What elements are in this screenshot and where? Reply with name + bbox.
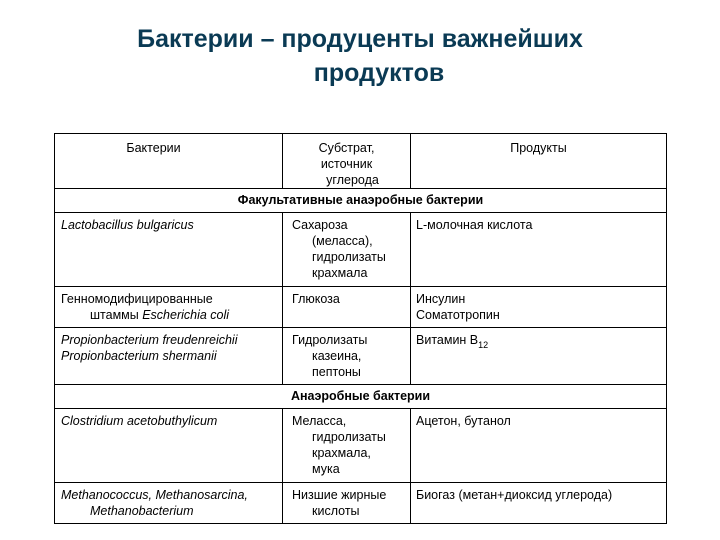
substrate-line: пептоны (312, 365, 361, 379)
slide-title (0, 22, 720, 90)
cell-products (411, 328, 667, 385)
bacteria-line: Methanobacterium (90, 504, 194, 518)
cell-substrate (283, 328, 411, 385)
cell-substrate (283, 409, 411, 483)
bacteria-line: Propionbacterium freudenreichii (61, 333, 238, 347)
header-products: Продукты (411, 134, 667, 189)
cell-substrate (283, 483, 411, 524)
title-line-2: продуктов (313, 59, 445, 87)
table-row (55, 213, 667, 287)
header-substrate (283, 134, 411, 189)
header-substrate-line-1: Субстрат, источник (318, 141, 375, 171)
substrate-line: казеина, (312, 349, 362, 363)
substrate-line: крахмала, (312, 446, 371, 460)
section-heading-facultative: Факультативные анаэробные бактерии (55, 189, 667, 213)
header-bacteria: Бактерии (55, 134, 283, 189)
cell-products: Биогаз (метан+диоксид углерода) (411, 483, 667, 524)
cell-substrate (283, 287, 411, 328)
substrate-line: Меласса, (292, 414, 347, 428)
cell-bacteria (55, 287, 283, 328)
bacteria-line: Methanococcus, Methanosarcina, (61, 488, 248, 502)
cell-products: L-молочная кислота (411, 213, 667, 287)
bacteria-products-table (54, 133, 667, 524)
cell-bacteria: Lactobacillus bulgaricus (55, 213, 283, 287)
table-row (55, 328, 667, 385)
cell-substrate (283, 213, 411, 287)
substrate-line: мука (312, 462, 340, 476)
cell-bacteria: Clostridium acetobuthylicum (55, 409, 283, 483)
product-line: Инсулин (416, 292, 466, 306)
cell-products (411, 287, 667, 328)
product-subscript: 12 (478, 340, 489, 350)
section-heading-anaerobic: Анаэробные бактерии (55, 385, 667, 409)
substrate-line: Гидролизаты (292, 333, 368, 347)
table-row (55, 483, 667, 524)
cell-bacteria (55, 483, 283, 524)
section-heading-row (55, 189, 667, 213)
bacteria-line: Генномодифицированные (61, 292, 213, 306)
substrate-line: Низшие жирные (292, 488, 387, 502)
cell-bacteria (55, 328, 283, 385)
section-heading-row (55, 385, 667, 409)
bacteria-species: Escherichia coli (142, 308, 230, 322)
substrate-line: Сахароза (292, 218, 348, 232)
substrate-line: (меласса), (312, 234, 373, 248)
bacteria-line (61, 307, 276, 323)
product-text: Витамин В (416, 333, 479, 347)
substrate-line: кислоты (312, 504, 360, 518)
substrate-line: гидролизаты (312, 430, 386, 444)
bacteria-line: Propionbacterium shermanii (61, 349, 217, 363)
substrate-line: Глюкоза (292, 292, 340, 306)
table-row (55, 409, 667, 483)
table-header-row (55, 134, 667, 189)
bacteria-prefix: штаммы (90, 308, 143, 322)
substrate-line: крахмала (312, 266, 368, 280)
title-line-1: Бактерии – продуценты важнейших (137, 25, 583, 53)
cell-products: Ацетон, бутанол (411, 409, 667, 483)
header-substrate-line-2: углерода (326, 173, 379, 187)
substrate-line: гидролизаты (312, 250, 386, 264)
product-line: Соматотропин (416, 308, 500, 322)
table-row (55, 287, 667, 328)
